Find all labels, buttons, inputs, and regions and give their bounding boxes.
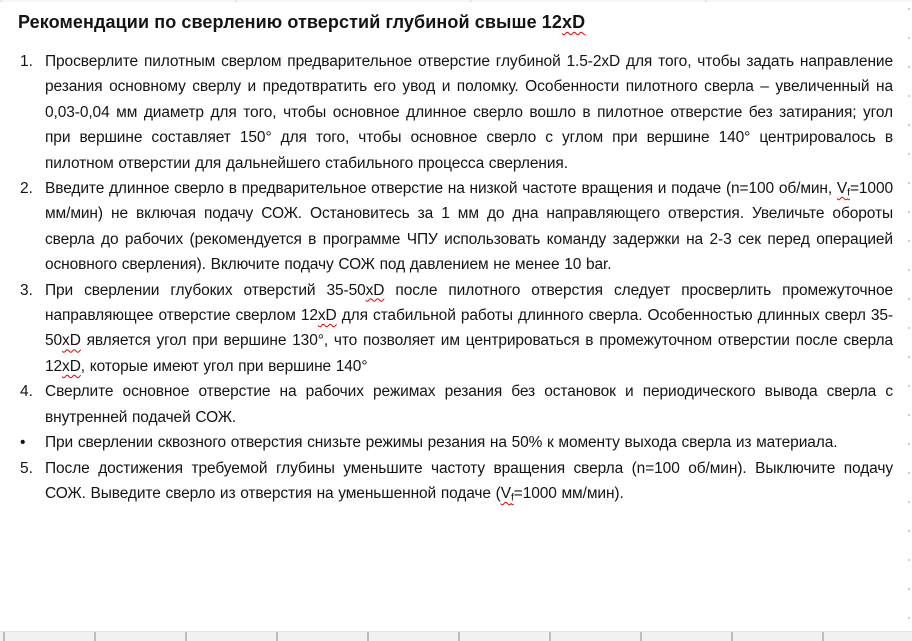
list-item-marker: 4. — [20, 383, 33, 401]
list-item-text: При сверлении сквозного отверстия снизьте режимы резания на 50% к моменту выхода сверла из материала. — [45, 434, 838, 452]
list-item-text: Просверлите пилотным сверлом предварительное отверстие глубиной 1.5-2xD для того, чтобы задать направление резания основному сверлу и предотвратить его увод и поломку. Особенности пилотного сверла – увеличенный на 0,03-0,04 мм диаметр для того, чтобы основное длинное сверло вошло в пилотное отверстие без затирания; угол при вершине составляет 150° для того, чтобы основное сверло с углом при вершине 140° центрировалось в пилотном отверстии для дальнейшего стабильного процесса сверления. — [45, 53, 893, 172]
list-item-marker: 5. — [20, 459, 33, 477]
list-item-text: Введите длинное сверло в предварительное отверстие на низкой частоте вращения и подаче (n=100 об/мин, $V_f=1000$ мм/мин) не включая подачу СОЖ. Остановитесь за 1 мм до дна направляющего отверстия. Увеличьте обороты сверла до рабочих (рекомендуется в программе ЧПУ использовать команду задержки на 2-3 сек перед операцией основного сверления). Включите подачу СОЖ под давлением не менее 10 bar. — [45, 180, 893, 274]
list-item — [20, 379, 893, 430]
recommendations-list — [20, 49, 893, 506]
list-item-text: Сверлите основное отверстие на рабочих режимах резания без остановок и периодического вывода сверла с внутренней подачей СОЖ. — [45, 383, 893, 426]
bottom-row-border — [0, 631, 912, 641]
list-item — [20, 176, 893, 278]
page-title: Рекомендации по сверлению отверстий глубиной свыше 12xD — [18, 12, 586, 32]
right-column-border — [908, 8, 910, 627]
table-top-border — [0, 0, 912, 2]
list-item-marker: 1. — [20, 53, 33, 70]
list-item — [20, 430, 893, 455]
list-item-marker: • — [20, 434, 26, 452]
list-item-text: При сверлении глубоких отверстий 35-50xD после пилотного отверстия следует просверлить промежуточное направляющее отверстие сверлом 12xD для стабильной работы длинного сверла. Особенностью длинных сверл 35-50xD является угол при вершине 130°, что позволяет им центрироваться в промежуточном отверстии после сверла 12xD, которые имеют угол при вершине 140° — [45, 281, 893, 375]
list-item-marker: 2. — [20, 180, 33, 198]
list-item-text: После достижения требуемой глубины уменьшите частоту вращения сверла (n=100 об/мин). Выключите подачу СОЖ. Выведите сверло из отверстия на уменьшенной подаче ($V_f=1000$ мм/мин). — [45, 459, 893, 504]
list-item — [20, 456, 893, 507]
list-item — [20, 278, 893, 380]
list-item — [20, 49, 893, 176]
list-item-marker: 3. — [20, 281, 33, 299]
